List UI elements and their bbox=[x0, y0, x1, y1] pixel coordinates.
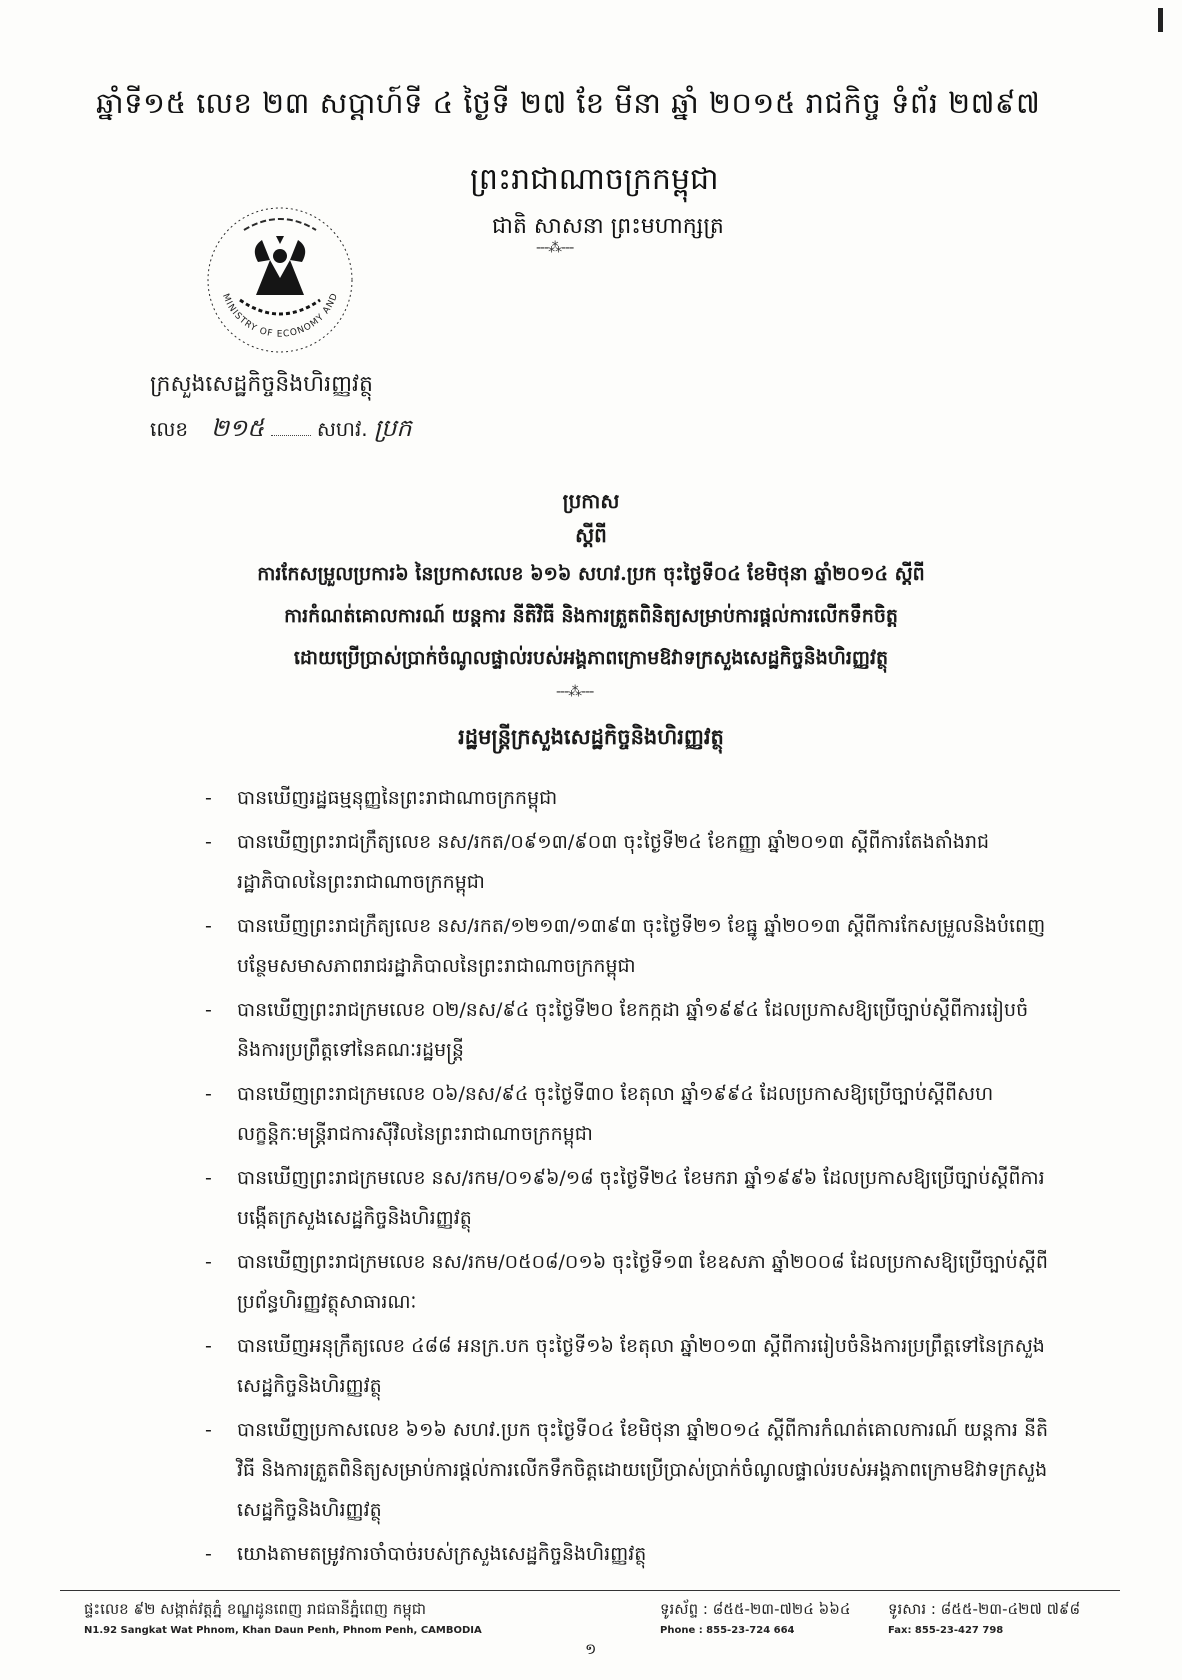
list-item bbox=[205, 822, 1050, 902]
bullet-dash: - bbox=[205, 787, 212, 809]
list-item bbox=[205, 1242, 1050, 1322]
list-item bbox=[205, 778, 1050, 818]
document-about: ស្តីពី bbox=[575, 523, 607, 547]
consideration-text: បានឃើញព្រះរាជក្រមលេខ ០២/នស/៩៤ ចុះថ្ងៃទី២០ ខែកក្កដា ឆ្នាំ១៩៩៤ ដែលប្រកាសឱ្យប្រើច្បាប់ស្តីពីការរៀបចំនិងការប្រព្រឹត្តទៅនៃគណៈរដ្ឋមន្ត្រី bbox=[237, 999, 1029, 1061]
list-item bbox=[205, 1410, 1050, 1530]
list-item bbox=[205, 1158, 1050, 1238]
ministry-name: ក្រសួងសេដ្ឋកិច្ចនិងហិរញ្ញវត្ថុ bbox=[150, 372, 374, 397]
page-number: ១ bbox=[585, 1640, 597, 1658]
list-item bbox=[205, 990, 1050, 1070]
bullet-dash: - bbox=[205, 1251, 212, 1273]
bullet-dash: - bbox=[205, 1167, 212, 1189]
bullet-dash: - bbox=[205, 1419, 212, 1441]
consideration-text: បានឃើញព្រះរាជក្រមលេខ នស/រកម/០១៩៦/១៨ ចុះថ្ងៃទី២៤ ខែមករា ឆ្នាំ១៩៩៦ ដែលប្រកាសឱ្យប្រើច្បាប់ស្តីពីការបង្កើតក្រសួងសេដ្ឋកិច្ចនិងហិរញ្ញវត្ថុ bbox=[237, 1167, 1045, 1229]
subject-line: ការកំណត់គោលការណ៍ យន្តការ នីតិវិធី និងការត្រួតពិនិត្យសម្រាប់ការផ្តល់ការលើកទឹកចិត្ត bbox=[284, 605, 898, 627]
list-item bbox=[205, 1326, 1050, 1406]
consideration-text: បានឃើញព្រះរាជក្រមលេខ ០៦/នស/៩៤ ចុះថ្ងៃទី៣០ ខែតុលា ឆ្នាំ១៩៩៤ ដែលប្រកាសឱ្យប្រើច្បាប់ស្តីពីសហលក្ខន្តិកៈមន្ត្រីរាជការស៊ីវិលនៃព្រះរាជាណាចក្រកម្ពុជា bbox=[237, 1083, 994, 1145]
consideration-text: បានឃើញប្រកាសលេខ ៦១៦ សហវ.ប្រក ចុះថ្ងៃទី០៤ ខែមិថុនា ឆ្នាំ២០១៤ ស្តីពីការកំណត់គោលការណ៍ យន្តការ នីតិវិធី និងការត្រួតពិនិត្យសម្រាប់ការផ្តល់ការលើកទឹកចិត្តដោយប្រើប្រាស់ប្រាក់ចំណូលផ្ទាល់របស់អង្គភាពក្រោមឱវាទក្រសួងសេដ្ឋកិច្ចនិងហិរញ្ញវត្ថុ bbox=[237, 1419, 1049, 1521]
footer-address-en: N1.92 Sangkat Wat Phnom, Khan Daun Penh, Phnom Penh, CAMBODIA bbox=[84, 1625, 482, 1636]
kingdom-motto: ជាតិ សាសនា ព្រះមហាក្សត្រ bbox=[492, 214, 724, 239]
document-type: ប្រកាស bbox=[562, 489, 620, 513]
consideration-text: បានឃើញព្រះរាជក្រឹត្យលេខ នស/រកត/០៩១៣/៩០៣ ចុះថ្ងៃទី២៤ ខែកញ្ញា ឆ្នាំ២០១៣ ស្តីពីការតែងតាំងរាជរដ្ឋាភិបាលនៃព្រះរាជាណាចក្រកម្ពុជា bbox=[237, 831, 990, 893]
bullet-dash: - bbox=[205, 1335, 212, 1357]
consideration-text: យោងតាមតម្រូវការចាំបាច់របស់ក្រសួងសេដ្ឋកិច្ចនិងហិរញ្ញវត្ថុ bbox=[237, 1543, 647, 1565]
scan-corner-mark bbox=[1158, 8, 1163, 32]
bullet-dash: - bbox=[205, 915, 212, 937]
consideration-text: បានឃើញព្រះរាជក្រមលេខ នស/រកម/០៥០៨/០១៦ ចុះថ្ងៃទី១៣ ខែឧសភា ឆ្នាំ២០០៨ ដែលប្រកាសឱ្យប្រើច្បាប់ស្តីពីប្រព័ន្ធហិរញ្ញវត្ថុសាធារណៈ bbox=[237, 1251, 1048, 1313]
ornament-divider: ---⁂--- bbox=[556, 684, 594, 700]
footer-fax-km: ទូរសារ : ៨៥៥-២៣-៤២៧ ៧៩៨ bbox=[888, 1600, 1081, 1618]
footer-address-km: ផ្ទះលេខ ៩២ សង្កាត់វត្តភ្នំ ខណ្ឌដូនពេញ រាជធានីភ្នំពេញ កម្ពុជា bbox=[84, 1600, 427, 1618]
issuer-title: រដ្ឋមន្ត្រីក្រសួងសេដ្ឋកិច្ចនិងហិរញ្ញវត្ថុ bbox=[458, 724, 724, 749]
subject-line: ដោយប្រើប្រាស់ប្រាក់ចំណូលផ្ទាល់របស់អង្គភាពក្រោមឱវាទក្រសួងសេដ្ឋកិច្ចនិងហិរញ្ញវត្ថុ bbox=[293, 647, 889, 669]
bullet-dash: - bbox=[205, 1083, 212, 1105]
svg-text:MINISTRY OF ECONOMY AND FINANC: MINISTRY OF ECONOMY AND bbox=[219, 291, 341, 340]
list-item bbox=[205, 1534, 1050, 1574]
subject-line: ការកែសម្រួលប្រការ៦ នៃប្រកាសលេខ ៦១៦ សហវ.ប្រក ចុះថ្ងៃទី០៤ ខែមិថុនា ឆ្នាំ២០១៤ ស្តីពី bbox=[257, 563, 925, 585]
consideration-text: បានឃើញអនុក្រឹត្យលេខ ៤៨៨ អនក្រ.បក ចុះថ្ងៃទី១៦ ខែតុលា ឆ្នាំ២០១៣ ស្តីពីការរៀបចំនិងការប្រព្រឹត្តទៅនៃក្រសួងសេដ្ឋកិច្ចនិងហិរញ្ញវត្ថុ bbox=[237, 1335, 1045, 1397]
bullet-dash: - bbox=[205, 999, 212, 1021]
ref-number: ២១៥ bbox=[210, 414, 265, 442]
consideration-text: បានឃើញរដ្ឋធម្មនុញ្ញនៃព្រះរាជាណាចក្រកម្ពុជា bbox=[237, 787, 558, 809]
kingdom-title: ព្រះរាជាណាចក្រកម្ពុជា bbox=[470, 162, 719, 197]
ref-label: លេខ bbox=[150, 417, 189, 441]
bullet-dash: - bbox=[205, 831, 212, 853]
footer-phone-km: ទូរស័ព្ទ : ៨៥៥-២៣-៧២៤ ៦៦៤ bbox=[660, 1600, 851, 1618]
ref-suffix-label: សហវ. bbox=[316, 417, 368, 441]
footer-fax-en: Fax: 855-23-427 798 bbox=[888, 1625, 1004, 1636]
gazette-header: ឆ្នាំទី១៥ លេខ ២៣ សប្តាហ៍ទី ៤ ថ្ងៃទី ២៧ ខែ មីនា ឆ្នាំ ២០១៥ រាជកិច្ច ទំព័រ ២៧៩៧ bbox=[96, 86, 1041, 120]
list-item bbox=[205, 906, 1050, 986]
ministry-seal-icon bbox=[200, 200, 360, 360]
ornament-divider: ---⁂--- bbox=[536, 240, 574, 256]
footer-divider bbox=[60, 1590, 1120, 1591]
list-item bbox=[205, 1074, 1050, 1154]
bullet-dash: - bbox=[205, 1543, 212, 1565]
consideration-text: បានឃើញព្រះរាជក្រឹត្យលេខ នស/រកត/១២១៣/១៣៩៣ ចុះថ្ងៃទី២១ ខែធ្នូ ឆ្នាំ២០១៣ ស្តីពីការកែសម្រួលនិងបំពេញបន្ថែមសមាសភាពរាជរដ្ឋាភិបាលនៃព្រះរាជាណាចក្រកម្ពុជា bbox=[237, 915, 1046, 977]
footer-phone-en: Phone : 855-23-724 664 bbox=[660, 1625, 795, 1636]
considerations-list bbox=[205, 778, 1050, 1578]
reference-number-line bbox=[150, 413, 412, 448]
ref-suffix-value: ប្រក bbox=[374, 414, 412, 442]
